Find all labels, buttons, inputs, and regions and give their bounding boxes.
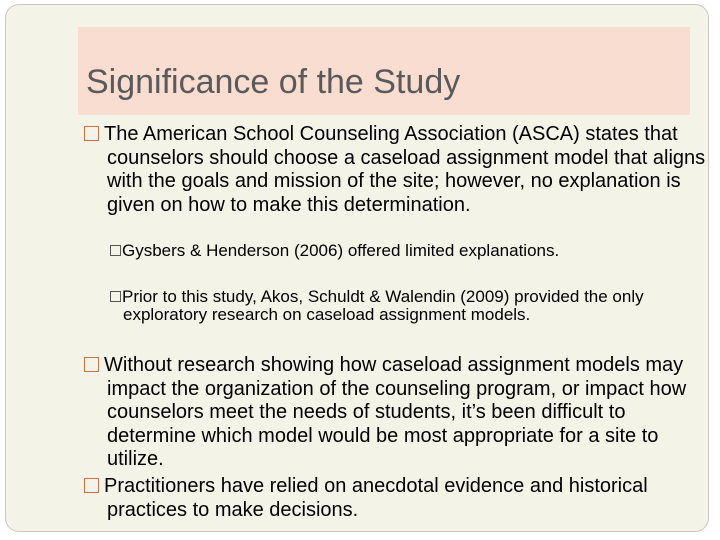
bullet-3	[84, 475, 707, 522]
sub-bullet-square-icon	[110, 291, 121, 302]
slide	[5, 4, 709, 532]
bullet-2-text: Without research showing how caseload assignment models may impact the organization of the counseling program, or impact how counselors meet the needs of students, it’s been difficult to determine which model would be most appropriate for a site to utilize.	[104, 354, 687, 470]
square-bullet-icon	[84, 478, 99, 493]
square-bullet-icon	[84, 357, 99, 372]
square-bullet-icon	[84, 126, 99, 141]
sub-bullet-square-icon	[110, 245, 121, 256]
bullet-1	[84, 123, 709, 217]
bullet-3-text: Practitioners have relied on anecdotal evidence and historical practices to make decisions.	[104, 475, 648, 521]
sub-bullet-2-text: Prior to this study, Akos, Schuldt & Walendin (2009) provided the only exploratory research on caseload assignment models.	[122, 287, 644, 324]
sub-bullet-2	[110, 288, 673, 323]
sub-bullet-1	[110, 242, 683, 260]
sub-bullet-1-text: Gysbers & Henderson (2006) offered limited explanations.	[122, 241, 560, 260]
bullet-2	[84, 354, 709, 472]
bullet-1-text: The American School Counseling Association (ASCA) states that counselors should choose a caseload assignment model that aligns with the goals and mission of the site; however, no explanation is given on how to make this determination.	[104, 123, 706, 216]
slide-title: Significance of the Study	[86, 63, 461, 101]
